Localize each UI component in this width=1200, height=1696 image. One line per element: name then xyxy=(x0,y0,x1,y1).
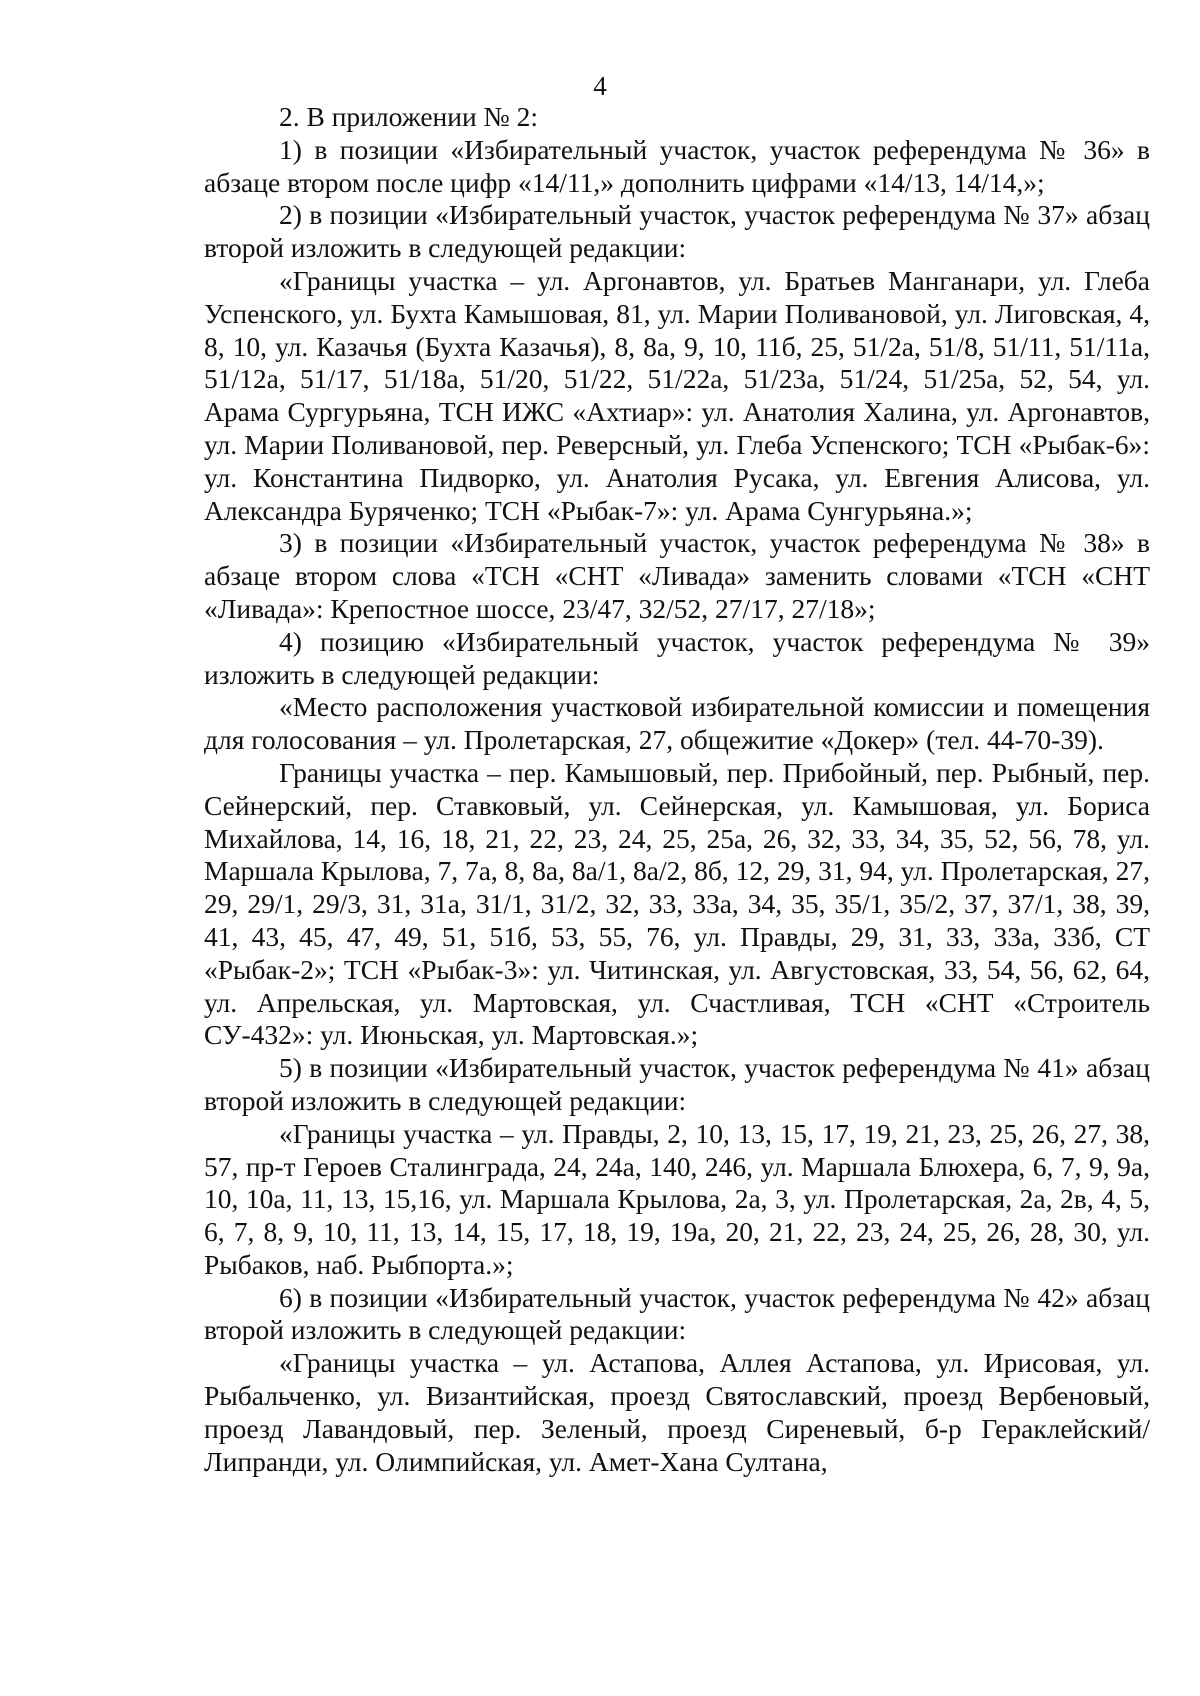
paragraph: «Границы участка – ул. Правды, 2, 10, 13, 15, 17, 19, 21, 23, 25, 26, 27, 38, 57, пр-т Героев Сталинграда, 24, 24а, 140, 246, ул. Маршала Блюхера, 6, 7, 9, 9а, 10, 10а, 11, 13, 15,16, ул. Маршала Крылова, 2а, 3, ул. Пролетарская, 2а, 2в, 4, 5, 6, 7, 8, 9, 10, 11, 13, 14, 15, 17, 18, 19, 19а, 20, 21, 22, 23, 24, 25, 26, 28, 30, ул. Рыбаков, наб. Рыбпорта.»; xyxy=(204,1117,1150,1280)
paragraph: 6) в позиции «Избирательный участок, участок референдума № 42» абзац второй изложить в следующей редакции: xyxy=(204,1281,1150,1346)
paragraph: «Границы участка – ул. Аргонавтов, ул. Братьев Манганари, ул. Глеба Успенского, ул. Бухта Камышовая, 81, ул. Марии Поливановой, ул. Лиговская, 4, 8, 10, ул. Казачья (Бухта Казачья), 8, 8а, 9, 10, 11б, 25, 51/2а, 51/8, 51/11, 51/11а, 51/12а, 51/17, 51/18а, 51/20, 51/22, 51/22а, 51/23а, 51/24, 51/25а, 52, 54, ул. Арама Сургурьяна, ТСН ИЖС «Ахтиар»: ул. Анатолия Халина, ул. Аргонавтов, ул. Марии Поливановой, пер. Реверсный, ул. Глеба Успенского; ТСН «Рыбак-6»: ул. Константина Пидворко, ул. Анатолия Русака, ул. Евгения Алисова, ул. Александра Буряченко; ТСН «Рыбак-7»: ул. Арама Сунгурьяна.»; xyxy=(204,264,1150,526)
paragraph: 3) в позиции «Избирательный участок, участок референдума № 38» в абзаце втором слова «ТСН «СНТ «Ливада» заменить словами «ТСН «СНТ «Ливада»: Крепостное шоссе, 23/47, 32/52, 27/17, 27/18»; xyxy=(204,527,1150,624)
paragraph: 2) в позиции «Избирательный участок, участок референдума № 37» абзац второй изложить в следующей редакции: xyxy=(204,199,1150,264)
page-number: 4 xyxy=(593,71,607,101)
paragraph: 2. В приложении № 2: xyxy=(279,101,539,132)
paragraph: 5) в позиции «Избирательный участок, участок референдума № 41» абзац второй изложить в следующей редакции: xyxy=(204,1052,1150,1116)
paragraph: «Границы участка – ул. Астапова, Аллея Астапова, ул. Ирисовая, ул. Рыбальченко, ул. Византийская, проезд Святославский, проезд Вербеновый, проезд Лавандовый, пер. Зеленый, проезд Сиреневый, б-р Гераклейский/Липранди, ул. Олимпийская, ул. Амет-Хана Султана, xyxy=(204,1347,1150,1477)
paragraph: Границы участка – пер. Камышовый, пер. Прибойный, пер. Рыбный, пер. Сейнерский, пер. Ставковый, ул. Сейнерская, ул. Камышовая, ул. Бориса Михайлова, 14, 16, 18, 21, 22, 23, 24, 25, 25а, 26, 32, 33, 34, 35, 52, 56, 78, ул. Маршала Крылова, 7, 7а, 8, 8а, 8а/1, 8а/2, 8б, 12, 29, 31, 94, ул. Пролетарская, 27, 29, 29/1, 29/3, 31, 31а, 31/1, 31/2, 32, 33, 33а, 34, 35, 35/1, 35/2, 37, 37/1, 38, 39, 41, 43, 45, 47, 49, 51, 51б, 53, 55, 76, ул. Правды, 29, 31, 33, 33а, 33б, СТ «Рыбак-2»; ТСН «Рыбак-3»: ул. Читинская, ул. Августовская, 33, 54, 56, 62, 64, ул. Апрельская, ул. Мартовская, ул. Счастливая, ТСН «СНТ «Строитель СУ-432»: ул. Июньская, ул. Мартовская.»; xyxy=(204,756,1150,1051)
paragraph: 1) в позиции «Избирательный участок, участок референдума № 36» в абзаце втором после цифр «14/11,» дополнить цифрами «14/13, 14/14,»; xyxy=(204,133,1150,198)
paragraph: 4) позицию «Избирательный участок, участок референдума № 39» изложить в следующей редакции: xyxy=(204,625,1150,690)
document-body xyxy=(204,101,1150,1478)
paragraph: «Место расположения участковой избирательной комиссии и помещения для голосования – ул. Пролетарская, 27, общежитие «Докер» (тел. 44-70-39). xyxy=(204,691,1150,756)
